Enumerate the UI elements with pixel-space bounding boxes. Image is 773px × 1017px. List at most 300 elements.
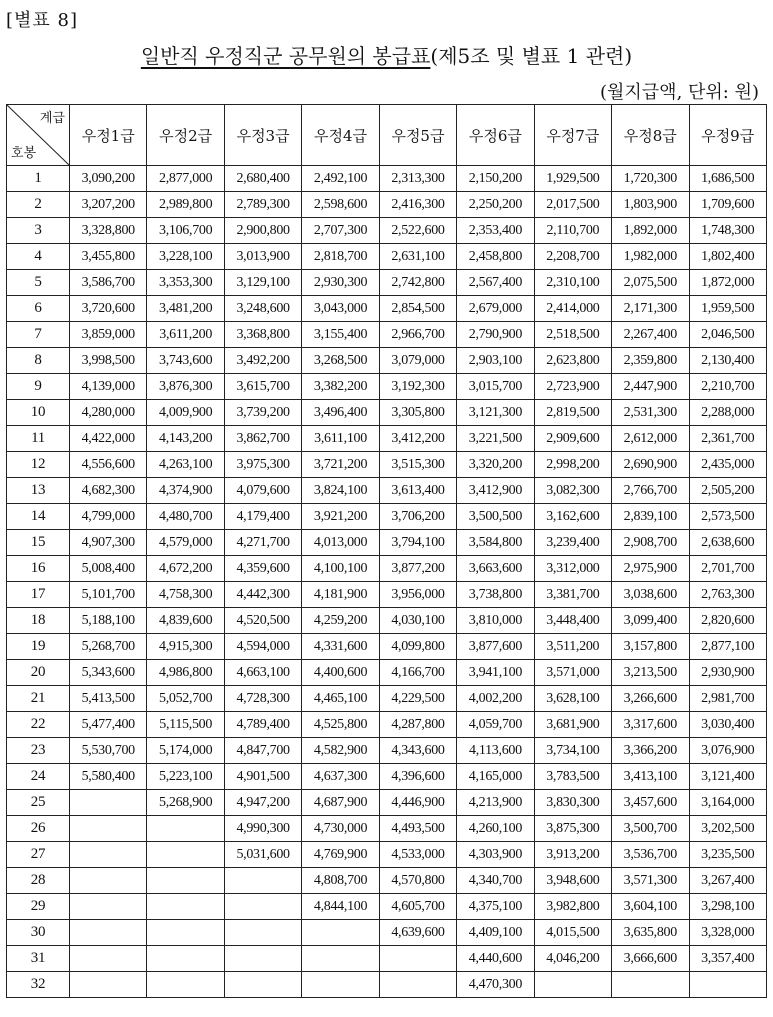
salary-cell: 2,854,500 [379, 296, 456, 322]
salary-cell: 4,480,700 [147, 504, 224, 530]
salary-cell: 4,400,600 [302, 660, 379, 686]
salary-cell: 3,635,800 [612, 920, 689, 946]
salary-cell: 3,496,400 [302, 400, 379, 426]
salary-cell: 4,099,800 [379, 634, 456, 660]
salary-cell: 2,966,700 [379, 322, 456, 348]
salary-cell: 3,824,100 [302, 478, 379, 504]
salary-cell: 4,079,600 [224, 478, 301, 504]
salary-cell: 3,615,700 [224, 374, 301, 400]
salary-cell: 2,998,200 [534, 452, 611, 478]
salary-cell: 4,990,300 [224, 816, 301, 842]
salary-cell: 2,790,900 [457, 322, 534, 348]
salary-cell: 3,500,700 [612, 816, 689, 842]
salary-cell: 4,015,500 [534, 920, 611, 946]
salary-cell [147, 816, 224, 842]
salary-cell: 4,682,300 [70, 478, 147, 504]
salary-cell: 5,101,700 [70, 582, 147, 608]
salary-cell: 3,043,000 [302, 296, 379, 322]
salary-cell: 3,571,300 [612, 868, 689, 894]
salary-cell: 4,947,200 [224, 790, 301, 816]
salary-cell: 4,442,300 [224, 582, 301, 608]
salary-cell: 1,982,000 [612, 244, 689, 270]
salary-cell: 3,500,500 [457, 504, 534, 530]
salary-cell: 3,913,200 [534, 842, 611, 868]
salary-cell: 2,518,500 [534, 322, 611, 348]
salary-cell [224, 894, 301, 920]
salary-cell: 3,235,500 [689, 842, 766, 868]
salary-cell: 2,447,900 [612, 374, 689, 400]
table-row [7, 738, 767, 764]
salary-cell: 3,794,100 [379, 530, 456, 556]
salary-cell: 3,783,500 [534, 764, 611, 790]
salary-cell: 1,720,300 [612, 166, 689, 192]
salary-cell: 3,511,200 [534, 634, 611, 660]
salary-cell: 3,536,700 [612, 842, 689, 868]
salary-cell: 4,259,200 [302, 608, 379, 634]
salary-cell: 4,303,900 [457, 842, 534, 868]
salary-cell: 3,457,600 [612, 790, 689, 816]
table-row [7, 946, 767, 972]
step-cell: 15 [7, 530, 70, 556]
salary-cell: 3,738,800 [457, 582, 534, 608]
salary-cell: 3,734,100 [534, 738, 611, 764]
salary-cell: 3,076,900 [689, 738, 766, 764]
salary-cell: 3,121,400 [689, 764, 766, 790]
salary-cell: 2,310,100 [534, 270, 611, 296]
salary-cell: 2,763,300 [689, 582, 766, 608]
salary-cell [302, 946, 379, 972]
salary-cell: 4,375,100 [457, 894, 534, 920]
salary-cell: 2,414,000 [534, 296, 611, 322]
salary-cell: 3,455,800 [70, 244, 147, 270]
salary-cell: 2,989,800 [147, 192, 224, 218]
grade-header: 우정7급 [534, 105, 611, 166]
salary-cell [224, 972, 301, 998]
salary-cell: 3,267,400 [689, 868, 766, 894]
salary-cell: 3,998,500 [70, 348, 147, 374]
table-row [7, 504, 767, 530]
salary-cell: 4,340,700 [457, 868, 534, 894]
salary-cell: 4,663,100 [224, 660, 301, 686]
salary-cell: 2,612,000 [612, 426, 689, 452]
table-row [7, 634, 767, 660]
salary-cell [689, 972, 766, 998]
salary-cell: 3,129,100 [224, 270, 301, 296]
salary-cell: 4,758,300 [147, 582, 224, 608]
salary-cell: 5,174,000 [147, 738, 224, 764]
step-cell: 3 [7, 218, 70, 244]
salary-cell [379, 972, 456, 998]
table-row [7, 296, 767, 322]
salary-cell: 4,165,000 [457, 764, 534, 790]
salary-cell: 4,839,600 [147, 608, 224, 634]
salary-cell [70, 790, 147, 816]
salary-cell: 3,207,200 [70, 192, 147, 218]
step-cell: 13 [7, 478, 70, 504]
salary-cell: 3,666,600 [612, 946, 689, 972]
salary-cell: 4,260,100 [457, 816, 534, 842]
salary-cell: 4,343,600 [379, 738, 456, 764]
salary-cell [147, 894, 224, 920]
salary-cell: 2,567,400 [457, 270, 534, 296]
salary-cell: 4,166,700 [379, 660, 456, 686]
step-cell: 8 [7, 348, 70, 374]
salary-cell [147, 972, 224, 998]
salary-cell: 3,202,500 [689, 816, 766, 842]
salary-cell: 4,799,000 [70, 504, 147, 530]
salary-cell: 2,623,800 [534, 348, 611, 374]
salary-cell: 3,663,600 [457, 556, 534, 582]
salary-cell: 4,730,000 [302, 816, 379, 842]
document-title [0, 40, 773, 69]
salary-cell: 3,038,600 [612, 582, 689, 608]
salary-cell: 1,686,500 [689, 166, 766, 192]
salary-cell: 2,130,400 [689, 348, 766, 374]
step-cell: 7 [7, 322, 70, 348]
grade-header: 우정8급 [612, 105, 689, 166]
step-cell: 30 [7, 920, 70, 946]
salary-cell: 4,728,300 [224, 686, 301, 712]
step-cell: 27 [7, 842, 70, 868]
salary-cell: 4,637,300 [302, 764, 379, 790]
salary-cell: 1,803,900 [612, 192, 689, 218]
table-row [7, 426, 767, 452]
salary-cell: 3,604,100 [612, 894, 689, 920]
salary-cell [70, 842, 147, 868]
salary-cell: 3,877,600 [457, 634, 534, 660]
salary-cell: 2,573,500 [689, 504, 766, 530]
salary-cell: 3,106,700 [147, 218, 224, 244]
salary-cell: 4,143,200 [147, 426, 224, 452]
step-cell: 4 [7, 244, 70, 270]
salary-cell: 4,579,000 [147, 530, 224, 556]
salary-cell: 3,481,200 [147, 296, 224, 322]
salary-cell: 4,440,600 [457, 946, 534, 972]
salary-cell: 3,382,200 [302, 374, 379, 400]
salary-cell: 3,492,200 [224, 348, 301, 374]
table-row [7, 816, 767, 842]
salary-cell: 4,672,200 [147, 556, 224, 582]
salary-cell: 3,571,000 [534, 660, 611, 686]
salary-cell: 4,556,600 [70, 452, 147, 478]
salary-table [6, 104, 767, 998]
step-cell: 2 [7, 192, 70, 218]
table-row [7, 582, 767, 608]
salary-cell: 3,381,700 [534, 582, 611, 608]
salary-cell: 2,435,000 [689, 452, 766, 478]
step-cell: 21 [7, 686, 70, 712]
table-row [7, 972, 767, 998]
salary-cell: 2,877,000 [147, 166, 224, 192]
step-cell: 24 [7, 764, 70, 790]
salary-cell: 3,611,100 [302, 426, 379, 452]
salary-cell: 2,930,300 [302, 270, 379, 296]
table-row [7, 686, 767, 712]
salary-cell: 4,280,000 [70, 400, 147, 426]
salary-cell: 2,742,800 [379, 270, 456, 296]
salary-cell: 2,839,100 [612, 504, 689, 530]
salary-cell [70, 894, 147, 920]
salary-cell: 3,268,500 [302, 348, 379, 374]
salary-cell: 3,743,600 [147, 348, 224, 374]
grade-header: 우정6급 [457, 105, 534, 166]
table-row [7, 790, 767, 816]
salary-cell: 4,844,100 [302, 894, 379, 920]
grade-header: 우정2급 [147, 105, 224, 166]
salary-cell [224, 946, 301, 972]
step-cell: 6 [7, 296, 70, 322]
step-cell: 11 [7, 426, 70, 452]
salary-cell: 3,412,200 [379, 426, 456, 452]
salary-cell: 2,267,400 [612, 322, 689, 348]
salary-cell [302, 920, 379, 946]
salary-cell: 5,530,700 [70, 738, 147, 764]
salary-cell: 1,892,000 [612, 218, 689, 244]
salary-cell: 1,748,300 [689, 218, 766, 244]
salary-cell: 4,271,700 [224, 530, 301, 556]
salary-cell [612, 972, 689, 998]
salary-cell [70, 816, 147, 842]
salary-cell: 4,570,800 [379, 868, 456, 894]
salary-cell: 3,948,600 [534, 868, 611, 894]
salary-cell: 3,515,300 [379, 452, 456, 478]
salary-cell [70, 868, 147, 894]
salary-cell: 4,046,200 [534, 946, 611, 972]
salary-cell: 3,448,400 [534, 608, 611, 634]
salary-cell: 4,520,500 [224, 608, 301, 634]
salary-cell: 3,099,400 [612, 608, 689, 634]
salary-cell: 4,409,100 [457, 920, 534, 946]
salary-cell: 2,598,600 [302, 192, 379, 218]
salary-cell: 4,181,900 [302, 582, 379, 608]
step-cell: 17 [7, 582, 70, 608]
salary-cell [147, 920, 224, 946]
salary-cell: 1,802,400 [689, 244, 766, 270]
salary-cell: 2,900,800 [224, 218, 301, 244]
salary-cell: 4,446,900 [379, 790, 456, 816]
salary-cell: 3,213,500 [612, 660, 689, 686]
table-row [7, 530, 767, 556]
salary-cell: 2,981,700 [689, 686, 766, 712]
step-cell: 9 [7, 374, 70, 400]
grade-header: 우정3급 [224, 105, 301, 166]
table-row [7, 192, 767, 218]
salary-cell: 3,239,400 [534, 530, 611, 556]
salary-cell: 3,013,900 [224, 244, 301, 270]
salary-cell [302, 972, 379, 998]
step-cell: 29 [7, 894, 70, 920]
salary-cell [70, 972, 147, 998]
step-cell: 28 [7, 868, 70, 894]
table-row [7, 400, 767, 426]
salary-cell [147, 868, 224, 894]
corner-header-cell [7, 105, 70, 166]
salary-cell: 2,492,100 [302, 166, 379, 192]
salary-cell: 4,986,800 [147, 660, 224, 686]
salary-cell: 2,819,500 [534, 400, 611, 426]
salary-cell: 4,687,900 [302, 790, 379, 816]
salary-cell: 4,605,700 [379, 894, 456, 920]
salary-cell: 3,810,000 [457, 608, 534, 634]
salary-cell: 3,921,200 [302, 504, 379, 530]
salary-cell [379, 946, 456, 972]
table-row [7, 920, 767, 946]
salary-cell: 3,586,700 [70, 270, 147, 296]
salary-cell: 4,533,000 [379, 842, 456, 868]
salary-cell: 4,582,900 [302, 738, 379, 764]
salary-cell: 2,150,200 [457, 166, 534, 192]
salary-cell: 2,522,600 [379, 218, 456, 244]
salary-cell [147, 842, 224, 868]
grade-header: 우정5급 [379, 105, 456, 166]
table-row [7, 712, 767, 738]
salary-cell: 4,525,800 [302, 712, 379, 738]
table-row [7, 608, 767, 634]
salary-cell: 2,171,300 [612, 296, 689, 322]
salary-cell: 3,015,700 [457, 374, 534, 400]
salary-cell: 2,723,900 [534, 374, 611, 400]
salary-cell: 5,268,700 [70, 634, 147, 660]
header-row [7, 105, 767, 166]
step-cell: 19 [7, 634, 70, 660]
document-label: [별표 8] [6, 10, 78, 31]
salary-cell: 4,002,200 [457, 686, 534, 712]
salary-cell: 3,613,400 [379, 478, 456, 504]
table-row [7, 452, 767, 478]
salary-cell: 2,690,900 [612, 452, 689, 478]
salary-cell: 2,909,600 [534, 426, 611, 452]
step-cell: 10 [7, 400, 70, 426]
salary-cell: 3,121,300 [457, 400, 534, 426]
salary-cell: 2,820,600 [689, 608, 766, 634]
salary-cell: 4,113,600 [457, 738, 534, 764]
salary-cell: 3,305,800 [379, 400, 456, 426]
salary-cell: 5,188,100 [70, 608, 147, 634]
salary-cell: 2,075,500 [612, 270, 689, 296]
step-cell: 26 [7, 816, 70, 842]
salary-cell: 2,975,900 [612, 556, 689, 582]
salary-cell: 3,090,200 [70, 166, 147, 192]
salary-cell: 3,611,200 [147, 322, 224, 348]
salary-cell: 4,359,600 [224, 556, 301, 582]
salary-cell: 2,046,500 [689, 322, 766, 348]
salary-cell: 3,956,000 [379, 582, 456, 608]
salary-cell: 4,901,500 [224, 764, 301, 790]
step-cell: 23 [7, 738, 70, 764]
salary-cell: 5,223,100 [147, 764, 224, 790]
salary-cell: 5,115,500 [147, 712, 224, 738]
salary-cell [147, 946, 224, 972]
salary-cell: 3,830,300 [534, 790, 611, 816]
salary-cell: 3,328,000 [689, 920, 766, 946]
salary-cell: 3,317,600 [612, 712, 689, 738]
salary-cell: 3,975,300 [224, 452, 301, 478]
salary-cell: 3,157,800 [612, 634, 689, 660]
salary-cell: 4,470,300 [457, 972, 534, 998]
salary-cell: 3,357,400 [689, 946, 766, 972]
salary-cell: 3,368,800 [224, 322, 301, 348]
salary-cell [70, 920, 147, 946]
salary-cell: 2,707,300 [302, 218, 379, 244]
table-row [7, 868, 767, 894]
salary-cell: 4,789,400 [224, 712, 301, 738]
salary-cell: 4,808,700 [302, 868, 379, 894]
salary-cell: 4,179,400 [224, 504, 301, 530]
salary-cell: 3,353,300 [147, 270, 224, 296]
salary-cell [224, 868, 301, 894]
salary-cell: 4,396,600 [379, 764, 456, 790]
salary-cell: 3,720,600 [70, 296, 147, 322]
salary-cell: 4,769,900 [302, 842, 379, 868]
salary-cell: 3,155,400 [302, 322, 379, 348]
salary-cell: 5,343,600 [70, 660, 147, 686]
salary-cell: 3,320,200 [457, 452, 534, 478]
salary-cell: 2,631,100 [379, 244, 456, 270]
salary-cell: 2,679,000 [457, 296, 534, 322]
salary-cell: 2,531,300 [612, 400, 689, 426]
salary-cell: 3,941,100 [457, 660, 534, 686]
salary-cell: 1,872,000 [689, 270, 766, 296]
salary-cell: 3,584,800 [457, 530, 534, 556]
salary-cell: 4,374,900 [147, 478, 224, 504]
table-row [7, 894, 767, 920]
salary-cell: 2,313,300 [379, 166, 456, 192]
step-cell: 31 [7, 946, 70, 972]
salary-cell: 2,416,300 [379, 192, 456, 218]
title-reference: (제5조 및 별표 1 관련) [430, 44, 633, 68]
salary-cell: 3,739,200 [224, 400, 301, 426]
salary-cell: 4,493,500 [379, 816, 456, 842]
salary-cell: 4,030,100 [379, 608, 456, 634]
salary-cell: 3,877,200 [379, 556, 456, 582]
salary-cell: 2,638,600 [689, 530, 766, 556]
corner-grade-label: 계급 [39, 111, 65, 126]
salary-cell: 5,477,400 [70, 712, 147, 738]
salary-cell: 4,594,000 [224, 634, 301, 660]
salary-cell: 4,465,100 [302, 686, 379, 712]
salary-cell: 3,875,300 [534, 816, 611, 842]
salary-cell: 2,208,700 [534, 244, 611, 270]
salary-cell: 5,268,900 [147, 790, 224, 816]
step-cell: 5 [7, 270, 70, 296]
salary-cell: 2,288,000 [689, 400, 766, 426]
salary-cell: 3,721,200 [302, 452, 379, 478]
salary-cell: 3,266,600 [612, 686, 689, 712]
salary-cell: 4,100,100 [302, 556, 379, 582]
salary-cell: 4,639,600 [379, 920, 456, 946]
salary-cell: 5,413,500 [70, 686, 147, 712]
step-cell: 16 [7, 556, 70, 582]
salary-cell: 3,413,100 [612, 764, 689, 790]
title-main: 일반직 우정직군 공무원의 봉급표 [140, 44, 431, 68]
table-row [7, 166, 767, 192]
table-body [7, 166, 767, 998]
salary-cell: 3,628,100 [534, 686, 611, 712]
salary-cell: 2,505,200 [689, 478, 766, 504]
salary-cell: 1,929,500 [534, 166, 611, 192]
salary-cell: 3,876,300 [147, 374, 224, 400]
table-row [7, 764, 767, 790]
salary-cell: 3,248,600 [224, 296, 301, 322]
salary-cell: 2,250,200 [457, 192, 534, 218]
salary-cell: 4,139,000 [70, 374, 147, 400]
grade-header: 우정1급 [70, 105, 147, 166]
salary-cell: 2,818,700 [302, 244, 379, 270]
salary-cell: 3,192,300 [379, 374, 456, 400]
salary-cell: 5,008,400 [70, 556, 147, 582]
salary-cell: 2,361,700 [689, 426, 766, 452]
step-cell: 12 [7, 452, 70, 478]
